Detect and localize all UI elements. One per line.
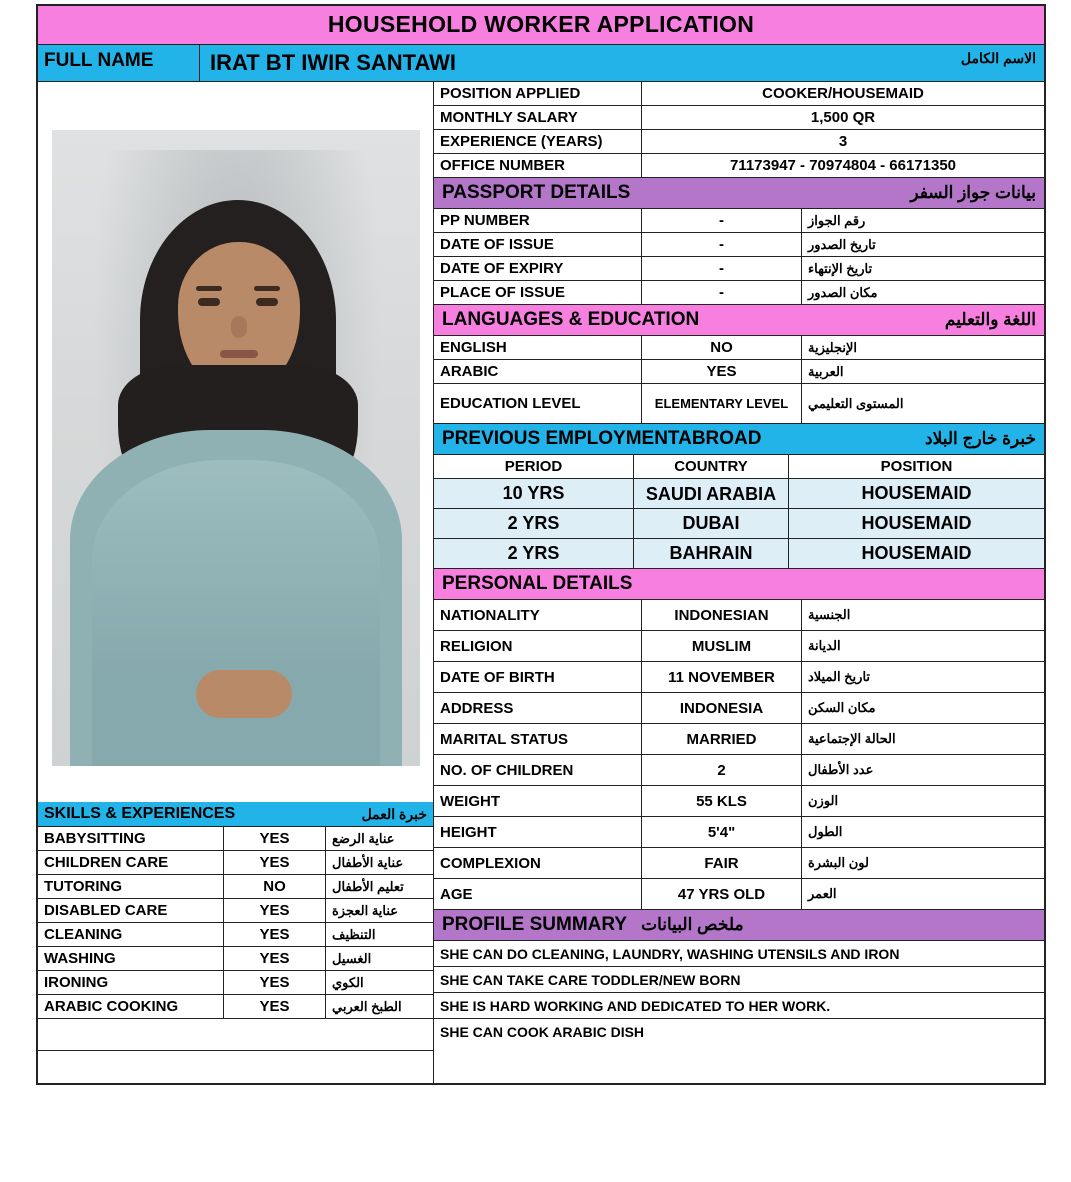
- info-label: MONTHLY SALARY: [434, 106, 642, 130]
- table-row: [434, 817, 1044, 848]
- personal-label: NO. OF CHILDREN: [434, 755, 642, 786]
- passport-label: PP NUMBER: [434, 209, 642, 233]
- table-header-row: [434, 455, 1044, 479]
- personal-arabic: الديانة: [802, 631, 1044, 662]
- personal-value: MUSLIM: [642, 631, 802, 662]
- employment-position: HOUSEMAID: [789, 539, 1044, 569]
- skill-label: CLEANING: [38, 923, 224, 947]
- table-row: [38, 995, 433, 1019]
- info-label: OFFICE NUMBER: [434, 154, 642, 178]
- personal-value: INDONESIA: [642, 693, 802, 724]
- full-name-label: FULL NAME: [38, 45, 200, 81]
- table-row: [434, 82, 1044, 106]
- personal-arabic: تاريخ الميلاد: [802, 662, 1044, 693]
- language-label: ENGLISH: [434, 336, 642, 360]
- skills-band-en: SKILLS & EXPERIENCES: [44, 805, 236, 822]
- personal-value: INDONESIAN: [642, 600, 802, 631]
- table-row: [434, 257, 1044, 281]
- personal-arabic: العمر: [802, 879, 1044, 910]
- personal-arabic: لون البشرة: [802, 848, 1044, 879]
- skill-value: YES: [224, 827, 326, 851]
- skills-table: [38, 827, 433, 1083]
- passport-band-en: PASSPORT DETAILS: [442, 182, 631, 203]
- photo-image: [52, 130, 420, 766]
- language-value: NO: [642, 336, 802, 360]
- skills-band-ar: خبرة العمل: [361, 805, 427, 822]
- personal-arabic: الوزن: [802, 786, 1044, 817]
- table-row: [434, 130, 1044, 154]
- passport-label: PLACE OF ISSUE: [434, 281, 642, 305]
- employment-position: HOUSEMAID: [789, 479, 1044, 509]
- personal-arabic: مكان السكن: [802, 693, 1044, 724]
- application-form: [36, 4, 1046, 1085]
- skill-label: TUTORING: [38, 875, 224, 899]
- personal-band-en: PERSONAL DETAILS: [442, 573, 633, 594]
- personal-table: [434, 600, 1044, 910]
- profile-line: SHE IS HARD WORKING AND DEDICATED TO HER WORK.: [434, 993, 1044, 1019]
- skill-label: IRONING: [38, 971, 224, 995]
- personal-value: 55 KLS: [642, 786, 802, 817]
- language-arabic: العربية: [802, 360, 1044, 384]
- personal-value: MARRIED: [642, 724, 802, 755]
- languages-band-ar: اللغة والتعليم: [944, 310, 1036, 329]
- skill-label: ARABIC COOKING: [38, 995, 224, 1019]
- passport-label: DATE OF EXPIRY: [434, 257, 642, 281]
- language-arabic: المستوى التعليمي: [802, 384, 1044, 424]
- profile-line: SHE CAN TAKE CARE TODDLER/NEW BORN: [434, 967, 1044, 993]
- personal-value: 5'4": [642, 817, 802, 848]
- profile-line: SHE CAN DO CLEANING, LAUNDRY, WASHING UTENSILS AND IRON: [434, 941, 1044, 967]
- table-row: [38, 971, 433, 995]
- table-row: [38, 875, 433, 899]
- left-column: [38, 82, 434, 1083]
- employment-position: HOUSEMAID: [789, 509, 1044, 539]
- table-row: [38, 827, 433, 851]
- skill-value: YES: [224, 851, 326, 875]
- personal-label: WEIGHT: [434, 786, 642, 817]
- table-row: [434, 154, 1044, 178]
- employment-period: 10 YRS: [434, 479, 634, 509]
- table-row: [434, 724, 1044, 755]
- employment-table: [434, 455, 1044, 569]
- languages-band-en: LANGUAGES & EDUCATION: [442, 309, 700, 330]
- personal-label: COMPLEXION: [434, 848, 642, 879]
- skill-label: DISABLED CARE: [38, 899, 224, 923]
- info-label: EXPERIENCE (YEARS): [434, 130, 642, 154]
- table-row: [434, 539, 1044, 569]
- skill-arabic: التنظيف: [326, 923, 433, 947]
- right-column: [434, 82, 1044, 1083]
- employment-band-ar: خبرة خارج البلاد: [925, 429, 1036, 448]
- employment-header-position: POSITION: [789, 455, 1044, 479]
- language-arabic: الإنجليزية: [802, 336, 1044, 360]
- language-value: ELEMENTARY LEVEL: [642, 384, 802, 424]
- languages-band: [434, 305, 1044, 336]
- skill-arabic: تعليم الأطفال: [326, 875, 433, 899]
- passport-table: [434, 209, 1044, 305]
- table-row: [434, 600, 1044, 631]
- passport-label: DATE OF ISSUE: [434, 233, 642, 257]
- language-label: ARABIC: [434, 360, 642, 384]
- info-label: POSITION APPLIED: [434, 82, 642, 106]
- skill-label: CHILDREN CARE: [38, 851, 224, 875]
- skills-band: [38, 802, 433, 827]
- form-title: HOUSEHOLD WORKER APPLICATION: [38, 6, 1044, 45]
- table-row: [434, 106, 1044, 130]
- personal-label: MARITAL STATUS: [434, 724, 642, 755]
- skill-arabic: عناية العجزة: [326, 899, 433, 923]
- table-row: [434, 384, 1044, 424]
- employment-header-period: PERIOD: [434, 455, 634, 479]
- employment-country: DUBAI: [634, 509, 789, 539]
- passport-value: -: [642, 257, 802, 281]
- info-value: COOKER/HOUSEMAID: [642, 82, 1044, 106]
- personal-label: NATIONALITY: [434, 600, 642, 631]
- employment-country: BAHRAIN: [634, 539, 789, 569]
- skill-value: YES: [224, 971, 326, 995]
- skill-value: NO: [224, 875, 326, 899]
- passport-value: -: [642, 233, 802, 257]
- language-label: EDUCATION LEVEL: [434, 384, 642, 424]
- table-row: [434, 281, 1044, 305]
- table-row: [434, 336, 1044, 360]
- personal-arabic: الحالة الإجتماعية: [802, 724, 1044, 755]
- personal-label: AGE: [434, 879, 642, 910]
- personal-arabic: عدد الأطفال: [802, 755, 1044, 786]
- table-row: [434, 209, 1044, 233]
- passport-band: [434, 178, 1044, 209]
- passport-arabic: مكان الصدور: [802, 281, 1044, 305]
- skill-value: YES: [224, 923, 326, 947]
- full-name-arabic-label: الاسم الكامل: [794, 45, 1044, 81]
- personal-value: 2: [642, 755, 802, 786]
- passport-arabic: تاريخ الصدور: [802, 233, 1044, 257]
- table-row: [434, 479, 1044, 509]
- personal-value: FAIR: [642, 848, 802, 879]
- skill-label: WASHING: [38, 947, 224, 971]
- table-row: [434, 360, 1044, 384]
- table-row: [434, 631, 1044, 662]
- table-row: [434, 509, 1044, 539]
- table-row: [434, 879, 1044, 910]
- info-value: 3: [642, 130, 1044, 154]
- skill-arabic: الطبخ العربي: [326, 995, 433, 1019]
- employment-band-en: PREVIOUS EMPLOYMENTABROAD: [442, 428, 762, 449]
- passport-arabic: تاريخ الإنتهاء: [802, 257, 1044, 281]
- applicant-photo: [38, 82, 433, 802]
- passport-value: -: [642, 281, 802, 305]
- passport-arabic: رقم الجواز: [802, 209, 1044, 233]
- employment-period: 2 YRS: [434, 539, 634, 569]
- empty-cell: [38, 1019, 433, 1051]
- employment-header-country: COUNTRY: [634, 455, 789, 479]
- skill-arabic: عناية الأطفال: [326, 851, 433, 875]
- employment-band: [434, 424, 1044, 455]
- skill-arabic: الكوي: [326, 971, 433, 995]
- personal-value: 47 YRS OLD: [642, 879, 802, 910]
- table-row: [434, 693, 1044, 724]
- full-name-row: [38, 45, 1044, 82]
- personal-arabic: الجنسية: [802, 600, 1044, 631]
- skill-label: BABYSITTING: [38, 827, 224, 851]
- profile-band-ar: ملخص البيانات: [641, 915, 744, 934]
- skill-arabic: الغسيل: [326, 947, 433, 971]
- table-row: [38, 899, 433, 923]
- skill-value: YES: [224, 899, 326, 923]
- personal-arabic: الطول: [802, 817, 1044, 848]
- personal-label: RELIGION: [434, 631, 642, 662]
- table-row: [38, 851, 433, 875]
- personal-value: 11 NOVEMBER: [642, 662, 802, 693]
- table-row: [434, 755, 1044, 786]
- employment-period: 2 YRS: [434, 509, 634, 539]
- info-value: 71173947 - 70974804 - 66171350: [642, 154, 1044, 178]
- languages-table: [434, 336, 1044, 424]
- passport-band-ar: بيانات جواز السفر: [910, 183, 1036, 202]
- personal-label: DATE OF BIRTH: [434, 662, 642, 693]
- empty-cell: [38, 1051, 433, 1083]
- skill-arabic: عناية الرضع: [326, 827, 433, 851]
- profile-band-en: PROFILE SUMMARY: [442, 914, 628, 935]
- personal-label: HEIGHT: [434, 817, 642, 848]
- profile-line: SHE CAN COOK ARABIC DISH: [440, 1024, 645, 1040]
- employment-country: SAUDI ARABIA: [634, 479, 789, 509]
- profile-lines: [434, 941, 1044, 1045]
- personal-label: ADDRESS: [434, 693, 642, 724]
- table-row: [434, 848, 1044, 879]
- info-value: 1,500 QR: [642, 106, 1044, 130]
- form-body: [38, 82, 1044, 1083]
- passport-value: -: [642, 209, 802, 233]
- table-row: [434, 233, 1044, 257]
- profile-band: [434, 910, 1044, 941]
- top-info-table: [434, 82, 1044, 178]
- table-row: [434, 662, 1044, 693]
- language-value: YES: [642, 360, 802, 384]
- personal-band: [434, 569, 1044, 600]
- table-row: [434, 786, 1044, 817]
- skill-value: YES: [224, 947, 326, 971]
- table-row: [38, 947, 433, 971]
- full-name-value: IRAT BT IWIR SANTAWI: [200, 45, 794, 81]
- skill-value: YES: [224, 995, 326, 1019]
- table-row: [38, 923, 433, 947]
